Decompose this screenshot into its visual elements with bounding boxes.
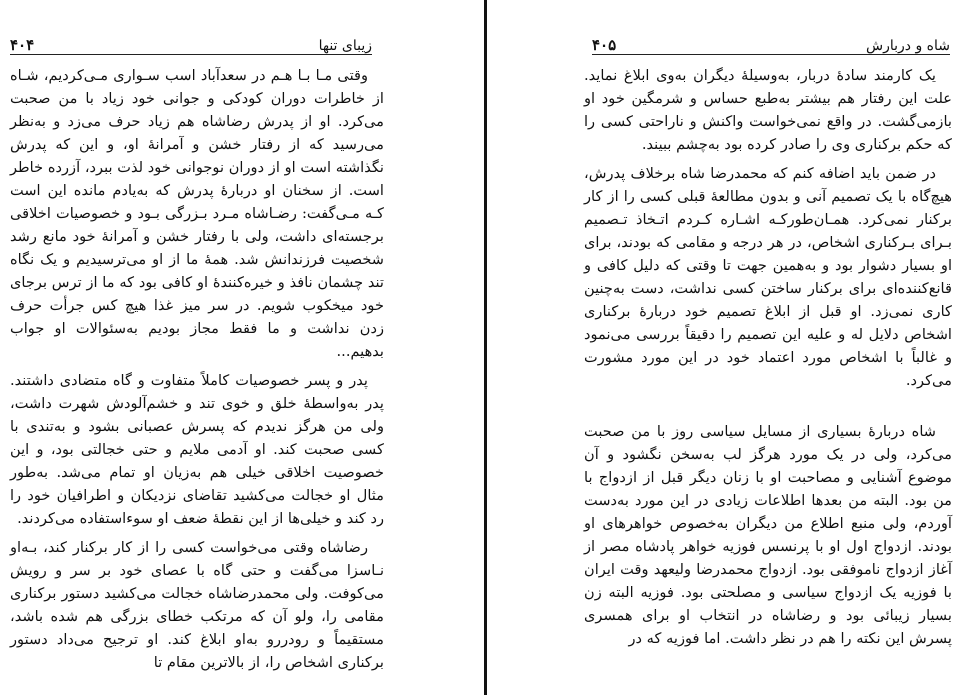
paragraph: در ضمن باید اضافه کنم که محمدرضا شاه برخلاف پدرش، هیچ‌گاه با یک تصمیم آنی و بدون مطالعهٔ قبلی کسی را از کار برکنار نمی‌کرد. همـان‌طورکـه اشـاره کـردم اتـخاذ تـصمیم بـرای بـرکناری اشخاص، در هر درجه و مقامی که بودند، برای او بسیار دشوار بود و به‌همین جهت تا وقتی که دلیل کافی و قانع‌کننده‌ای برای برکنار ساختن کسی نداشت، دست به‌چنین کاری نمی‌زد. او قبل از ابلاغ تصمیم خود دربارهٔ برکناری اشخاص دلایل له و علیه این تصمیم را دقیقاً بررسی می‌نمود و غالباً با اشخاص مورد اعتماد خود در این مورد مشورت می‌کرد. bbox=[584, 165, 952, 389]
right-running-title: شاه و دربارش bbox=[866, 38, 950, 54]
right-page-number: ۴۰۵ bbox=[592, 36, 617, 54]
right-page-header bbox=[592, 28, 950, 55]
book-spine bbox=[484, 0, 487, 695]
left-page-header bbox=[10, 28, 372, 55]
paragraph: شاه دربارهٔ بسیاری از مسایل سیاسی روز با من صحبت می‌کرد، ولی در یک مورد هرگز لب به‌سخن نگشود و آن موضوع آشنایی و مصاحبت او با زنان دیگر قبل از ازدواج با من بود. البته من بعدها اطلاعات زیادی در این مورد به‌دست آوردم، ولی منبع اطلاع من دیگران به‌خصوص خواهرهای او بودند. ازدواج اول او با پرنسس فوزیه خواهر پادشاه مصر از آغاز ازدواج ناموفقی بود. ازدواج محمدرضا ولیعهد وقت ایران با فوزیه یک ازدواج سیاسی و مصلحتی بود. فوزیه البته زن بسیار زیبائی بود و رضاشاه در انتخاب او برای همسری پسرش این نکته را هم در نظر داشت. اما فوزیه که در bbox=[584, 423, 952, 647]
paragraph: پدر و پسر خصوصیات کاملاً متفاوت و گاه متضادی داشتند. پدر به‌واسطهٔ خلق و خوی تند و خشم‌آلودش شهرت داشت، ولی من هرگز ندیدم که پسرش عصبانی بشود و به‌تندی با کسی صحبت کند. او آدمی ملایم و حتی خجالتی بود، و این خصوصیت اخلاقی خیلی هم به‌زیان او تمام می‌شد. به‌طور مثال او خجالت می‌کشید تقاضای نزدیکان و اطرافیان خود را رد کند و خیلی‌ها از این نقطهٔ ضعف او سوءاستفاده می‌کردند. bbox=[10, 372, 384, 527]
right-page bbox=[492, 0, 974, 695]
left-page-body bbox=[10, 64, 384, 674]
left-page-number: ۴۰۴ bbox=[10, 36, 35, 54]
left-running-title: زیبای تنها bbox=[318, 38, 372, 54]
left-page bbox=[0, 0, 484, 695]
paragraph: یک کارمند سادهٔ دربار، به‌وسیلهٔ دیگران به‌وی ابلاغ نماید. علت این رفتار هم بیشتر به‌طبع حساس و شرمگین خود او بازمی‌گشت. در واقع نمی‌خواست واکنش و ناراحتی کسی را که حکم برکناری وی را صادر کرده بود به‌چشم ببیند. bbox=[584, 67, 952, 153]
right-page-body bbox=[584, 64, 952, 650]
paragraph: رضاشاه وقتی می‌خواست کسی را از کار برکنار کند، بـه‌او نـاسزا می‌گفت و حتی گاه با عصای خود بر سر و رویش می‌کوفت. ولی محمدرضاشاه خجالت می‌کشید دستور برکناری مقامی را، ولو آن که مرتکب خطای بزرگی هم شده باشد، مستقیماً و رودررو به‌او ابلاغ کند. او ترجیح می‌داد دستور برکناری اشخاص را، از بالاترین مقام تا bbox=[10, 539, 384, 671]
paragraph: وقتی مـا بـا هـم در سعدآباد اسب سـواری مـی‌کردیم، شـاه از خاطرات دوران کودکی و جوانی خود زیاد با من صحبت می‌کرد. او از پدرش رضاشاه هم زیاد حرف می‌زد و به‌نظر می‌رسید که از رفتار خشن و آمرانهٔ او، و این که پدرش نگذاشته است او از دوران نوجوانی خود لذت ببرد، آزرده خاطر است. از سخنان او دربارهٔ پدرش که به‌یادم مانده این است کـه مـی‌گفت: رضـاشاه مـرد بـزرگی بـود و خصوصیات اخلاقی برجسته‌ای داشت، ولی با رفتار خشن و آمرانهٔ خود مانع رشد شخصیت فرزندانش شد. همهٔ ما از او می‌ترسیدیم و یک نگاه تند چشمان نافذ و خیره‌کنندهٔ او کافی بود که ما از ترس برجای خود میخکوب شویم. در سر میز غذا هیچ کس جرأت حرف زدن نداشت و ما فقط مجاز بودیم به‌سئوالات او جواب بدهیم... bbox=[10, 67, 384, 360]
